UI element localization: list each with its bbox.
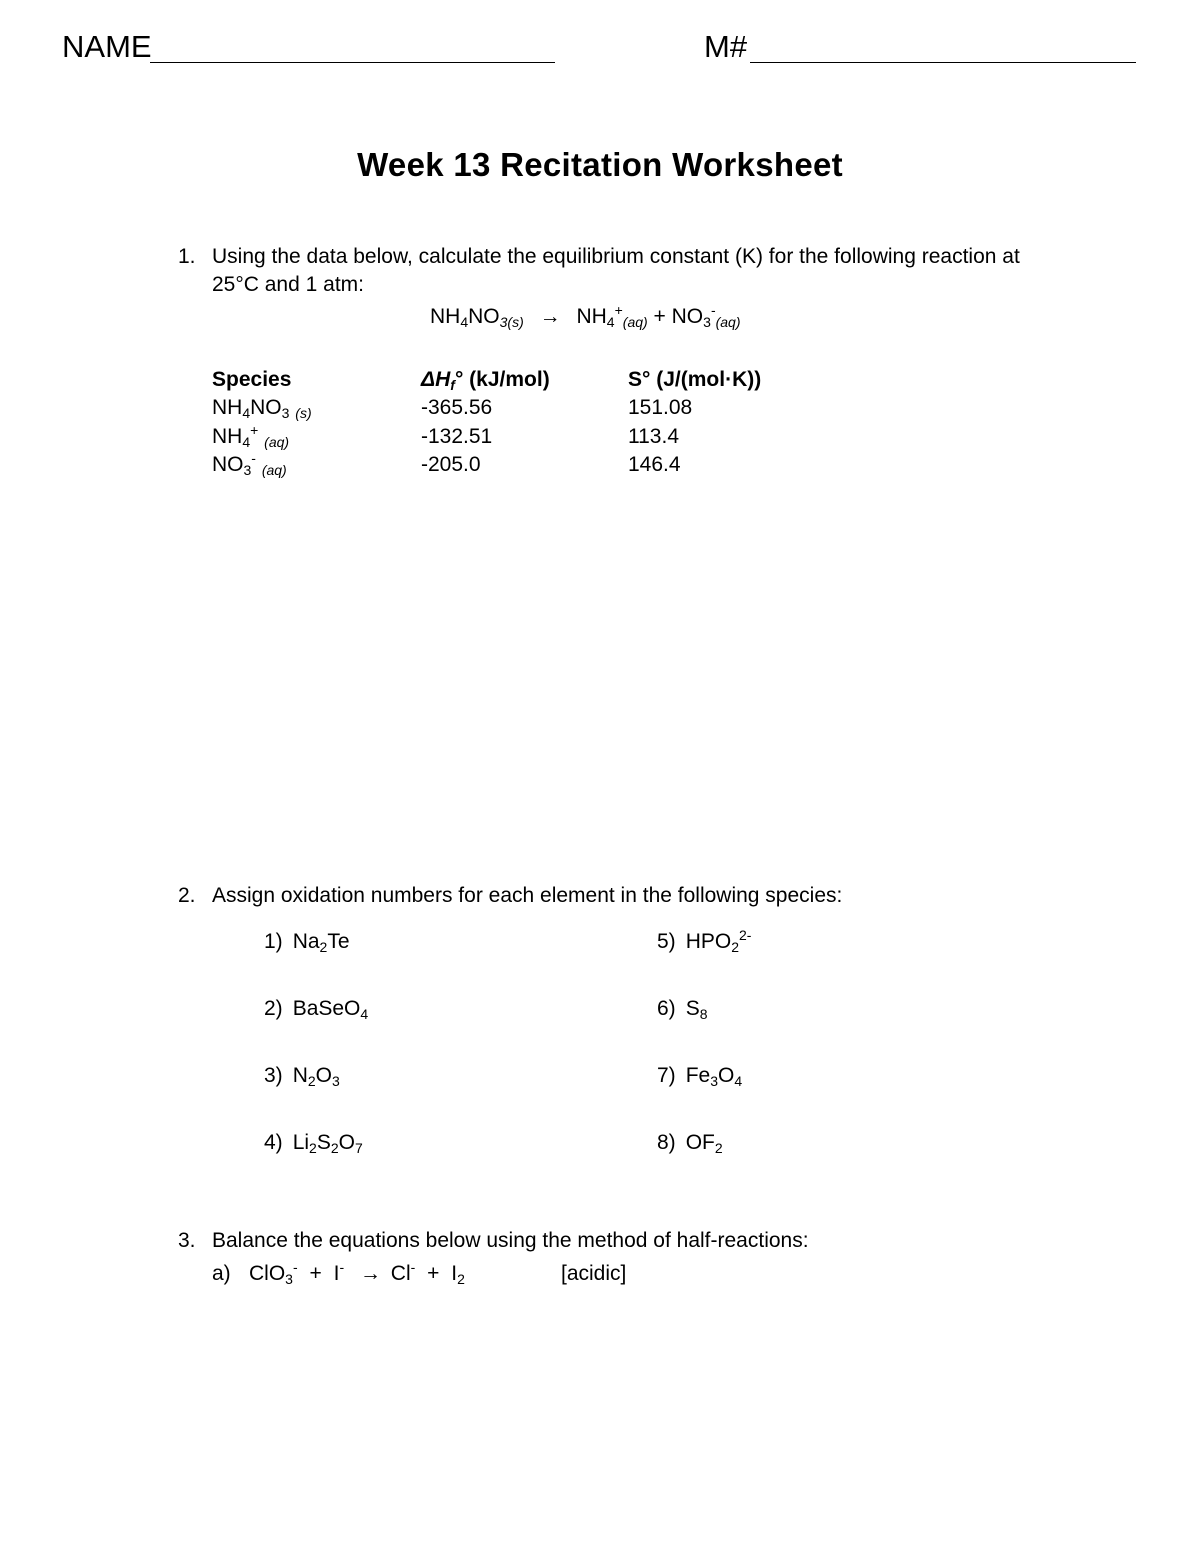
chemical-formula: $OF_2$ xyxy=(685,1131,723,1156)
list-item-number: 5) xyxy=(657,930,676,953)
table-row-s: 113.4 xyxy=(628,425,679,448)
q1-reaction xyxy=(430,302,741,330)
chemical-formula: $S_8$ xyxy=(685,997,708,1022)
list-item xyxy=(657,995,708,1023)
list-item-number: 3) xyxy=(264,1064,283,1087)
table-row-species: $NO_3^-$ $_{(aq)}$ xyxy=(212,450,287,478)
product-ammonium: $NH_4^+_{(aq)}$ xyxy=(576,302,648,330)
q1-text-line2: 25°C and 1 atm: xyxy=(212,273,364,296)
table-row-dh: -205.0 xyxy=(421,453,481,476)
q3a-label: a) xyxy=(212,1262,231,1285)
page-title: Week 13 Recitation Worksheet xyxy=(357,146,843,183)
q3a-condition: [acidic] xyxy=(561,1262,627,1285)
list-item xyxy=(264,1129,363,1157)
table-row-species: $NH_4^+$ $_{(aq)}$ xyxy=(212,422,290,450)
col-header-s: S° (J/(mol·K)) xyxy=(628,368,762,391)
table-row-species: $NH_4NO_3$ $_{(s)}$ xyxy=(212,396,312,421)
list-item xyxy=(657,1129,723,1157)
reaction-arrow: → xyxy=(539,305,561,328)
table-row-s: 146.4 xyxy=(628,453,681,476)
table-row-dh: -132.51 xyxy=(421,425,493,448)
chemical-formula: $HPO_2^{2-}$ xyxy=(685,927,752,955)
q1-number: 1. xyxy=(178,245,196,268)
q3a-equation: $ClO_3^- + I^- \to Cl^- + I_2$ xyxy=(249,1259,465,1287)
col-header-species: Species xyxy=(212,368,292,391)
list-item-number: 1) xyxy=(264,930,283,953)
list-item-number: 4) xyxy=(264,1131,283,1154)
q1-text-line1: Using the data below, calculate the equilibrium constant (K) for the following reaction at xyxy=(212,245,1020,268)
list-item-number: 2) xyxy=(264,997,283,1020)
chemical-formula: BaSeO$_4$ xyxy=(292,997,369,1022)
reactant: $NH_4NO_{3(s)}$ xyxy=(430,305,524,330)
m-number-field-line[interactable] xyxy=(750,62,1136,63)
name-field-line[interactable] xyxy=(150,62,555,63)
reaction-plus: + xyxy=(653,305,666,328)
list-item xyxy=(264,995,368,1023)
chemical-formula: $Fe_3O_4$ xyxy=(685,1064,743,1089)
list-item xyxy=(264,928,350,956)
col-header-dh: $\Delta H_f^\circ$ (kJ/mol) xyxy=(421,368,550,393)
list-item-number: 6) xyxy=(657,997,676,1020)
q3-text: Balance the equations below using the method of half-reactions: xyxy=(212,1229,809,1252)
list-item xyxy=(657,928,751,956)
chemical-formula: $N_2O_3$ xyxy=(292,1064,340,1089)
list-item-number: 7) xyxy=(657,1064,676,1087)
chemical-formula: $Na_2Te$ xyxy=(292,930,350,955)
q2-text: Assign oxidation numbers for each element in the following species: xyxy=(212,884,843,907)
name-label: NAME xyxy=(62,29,152,64)
q2-number: 2. xyxy=(178,884,196,907)
q3-number: 3. xyxy=(178,1229,196,1252)
table-row-dh: -365.56 xyxy=(421,396,493,419)
list-item xyxy=(264,1062,340,1090)
list-item-number: 8) xyxy=(657,1131,676,1154)
table-row-s: 151.08 xyxy=(628,396,693,419)
chemical-formula: $Li_2S_2O_7$ xyxy=(292,1131,363,1156)
product-nitrate: $NO_3^-_{(aq)}$ xyxy=(671,302,741,330)
m-number-label: M# xyxy=(704,29,748,64)
list-item xyxy=(657,1062,742,1090)
